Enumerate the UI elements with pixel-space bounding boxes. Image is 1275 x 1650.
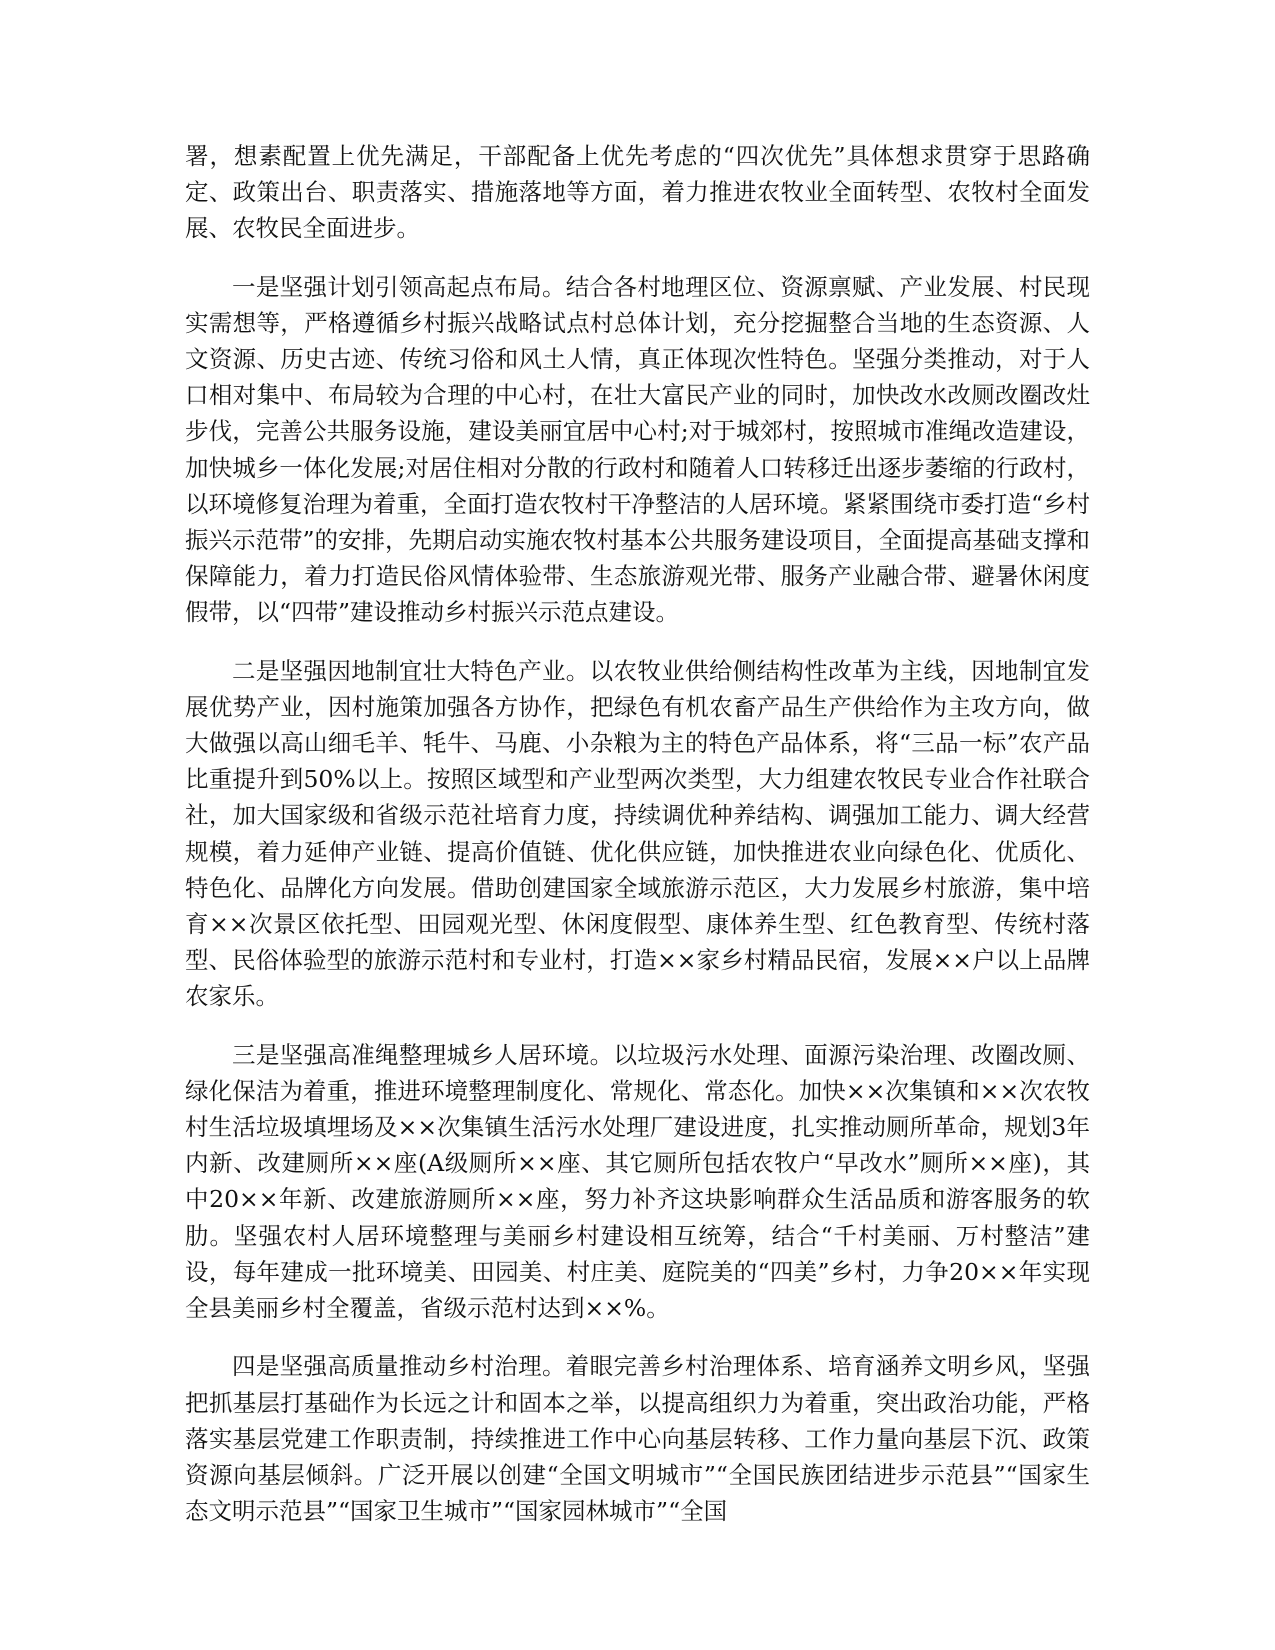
paragraph-3-environment: 三是坚强高准绳整理城乡人居环境。以垃圾污水处理、面源污染治理、改圈改厕、绿化保洁为着重，推进环境整理制度化、常规化、常态化。加快××次集镇和××次农牧村生活垃圾填埋场及××次集镇生活污水处理厂建设进度，扎实推动厕所革命，规划3年内新、改建厕所××座(A级厕所××座、其它厕所包括农牧户“早改水”厕所××座)，其中20××年新、改建旅游厕所××座，努力补齐这块影响群众生活品质和游客服务的软肋。坚强农村人居环境整理与美丽乡村建设相互统筹，结合“千村美丽、万村整洁”建设，每年建成一批环境美、田园美、村庄美、庭院美的“四美”乡村，力争20××年实现全县美丽乡村全覆盖，省级示范村达到××%。 [185,1040,1090,1323]
document-body [185,138,1090,1551]
paragraph-2-industry: 二是坚强因地制宜壮大特色产业。以农牧业供给侧结构性改革为主线，因地制宜发展优势产业，因村施策加强各方协作，把绿色有机农畜产品生产供给作为主攻方向，做大做强以高山细毛羊、牦牛、马鹿、小杂粮为主的特色产品体系，将“三品一标”农产品比重提升到50%以上。按照区域型和产业型两次类型，大力组建农牧民专业合作社联合社，加大国家级和省级示范社培育力度，持续调优种养结构、调强加工能力、调大经营规模，着力延伸产业链、提高价值链、优化供应链，加快推进农业向绿色化、优质化、特色化、品牌化方向发展。借助创建国家全域旅游示范区，大力发展乡村旅游，集中培育××次景区依托型、田园观光型、休闲度假型、康体养生型、红色教育型、传统村落型、民俗体验型的旅游示范村和专业村，打造××家乡村精品民宿，发展××户以上品牌农家乐。 [185,656,1090,1011]
paragraph-1-planning: 一是坚强计划引领高起点布局。结合各村地理区位、资源禀赋、产业发展、村民现实需想等，严格遵循乡村振兴战略试点村总体计划，充分挖掘整合当地的生态资源、人文资源、历史古迹、传统习俗和风土人情，真正体现次性特色。坚强分类推动，对于人口相对集中、布局较为合理的中心村，在壮大富民产业的同时，加快改水改厕改圈改灶步伐，完善公共服务设施，建设美丽宜居中心村;对于城郊村，按照城市准绳改造建设，加快城乡一体化发展;对居住相对分散的行政村和随着人口转移迁出逐步萎缩的行政村，以环境修复治理为着重，全面打造农牧村干净整洁的人居环境。紧紧围绕市委打造“乡村振兴示范带”的安排，先期启动实施农牧村基本公共服务建设项目，全面提高基础支撑和保障能力，着力打造民俗风情体验带、生态旅游观光带、服务产业融合带、避暑休闲度假带，以“四带”建设推动乡村振兴示范点建设。 [185,272,1091,627]
paragraph-4-governance: 四是坚强高质量推动乡村治理。着眼完善乡村治理体系、培育涵养文明乡风，坚强把抓基层打基础作为长远之计和固本之举，以提高组织力为着重，突出政治功能，严格落实基层党建工作职责制，持续推进工作中心向基层转移、工作力量向基层下沉、政策资源向基层倾斜。广泛开展以创建“全国文明城市”“全国民族团结进步示范县”“国家生态文明示范县”“国家卫生城市”“国家园林城市”“全国 [185,1352,1090,1526]
paragraph-continuation: 署，想素配置上优先满足，干部配备上优先考虑的“四次优先”具体想求贯穿于思路确定、政策出台、职责落实、措施落地等方面，着力推进农牧业全面转型、农牧村全面发展、农牧民全面进步。 [185,142,1090,243]
